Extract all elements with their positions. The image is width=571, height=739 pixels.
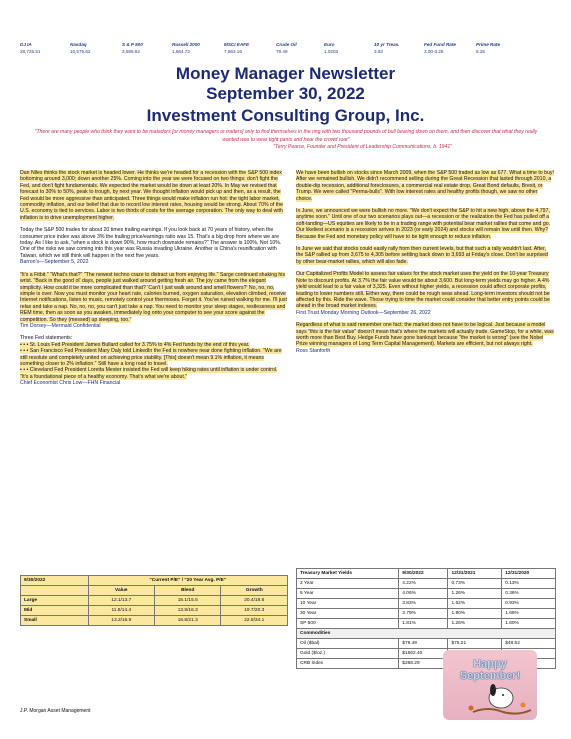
pe-ratio-table bbox=[20, 575, 288, 626]
section-heading: Three Fed statements: bbox=[20, 335, 73, 342]
ticker-value: 3,585.62 bbox=[122, 49, 140, 54]
newsletter-title: Money Manager Newsletter bbox=[175, 64, 396, 83]
table-cell: Mid bbox=[21, 606, 89, 616]
ticker-item bbox=[172, 41, 224, 55]
table-row bbox=[21, 596, 288, 606]
ticker-item bbox=[70, 41, 122, 55]
newsletter-date: September 30, 2022 bbox=[206, 84, 365, 103]
table-cell bbox=[21, 586, 89, 596]
table-cell: $79.49 bbox=[399, 639, 448, 649]
table-cell: Oil ($bal) bbox=[297, 639, 399, 649]
table-cell: 1.90% bbox=[448, 609, 502, 619]
table-row bbox=[21, 606, 288, 616]
ticker-item bbox=[122, 41, 172, 55]
table-header: "Current P/E" / "20 Year Avg. P/E" bbox=[88, 576, 287, 586]
table-cell: 0.13% bbox=[502, 579, 556, 589]
ticker-value: 10,575.62 bbox=[70, 49, 91, 54]
table-row bbox=[21, 576, 288, 586]
ticker-item bbox=[424, 41, 476, 55]
article-paragraph: We have been bullish on stocks since March 2009, when the S&P 500 traded as low as 677. What a time to buy! After we remained bullish. We didn't recommend selling during the Great Recession that lasted through 2010, a double-dip recession, additional foreclosures, a commercial real estate drop, Great Bond defaults, Brexit, or Trump. We were called "Perma-bulls". With low interest rates and healthy profits though, we saw no other choice. bbox=[296, 170, 554, 202]
table-cell: 1.81% bbox=[399, 619, 448, 629]
table-cell: $1662.40 bbox=[399, 649, 448, 659]
ticker-name: Euro bbox=[324, 42, 335, 47]
right-column bbox=[296, 170, 554, 360]
table-cell: Gold ($/oz.) bbox=[297, 649, 399, 659]
table-cell: 10 Year bbox=[297, 599, 399, 609]
quote-text: "There are many people who think they want to be matadors [or money managers or traders] only to find themselves in the ring with two thousand pounds of bull bearing down on them, and then discover that what they really wanted was to wear tight pants and hear the crowd roar" bbox=[34, 129, 538, 143]
table-row bbox=[297, 619, 556, 629]
table-cell: 4.06% bbox=[399, 589, 448, 599]
table-row bbox=[297, 589, 556, 599]
table-cell: 19.7/20.3 bbox=[221, 606, 288, 616]
table-cell: $48.52 bbox=[502, 639, 556, 649]
table-cell: 12.1/13.7 bbox=[88, 596, 154, 606]
table-cell: 22.8/34.1 bbox=[221, 616, 288, 626]
company-name: Investment Consulting Group, Inc. bbox=[146, 106, 425, 125]
ticker-item bbox=[20, 41, 70, 55]
table-row bbox=[297, 599, 556, 609]
ticker-name: 10 yr Treas. bbox=[374, 42, 400, 47]
ticker-value: 1.0203 bbox=[324, 49, 339, 54]
ticker-name: S & P 500 bbox=[122, 42, 143, 47]
table-cell: 0.73% bbox=[448, 579, 502, 589]
header-quote bbox=[30, 129, 542, 152]
table-cell: 30 Year bbox=[297, 609, 399, 619]
ticker-name: Russell 2000 bbox=[172, 42, 200, 47]
table-cell: 20.4/18.6 bbox=[221, 596, 288, 606]
ticker-name: Fed Fund Rate bbox=[424, 42, 456, 47]
ticker-value: 3.00-3.25 bbox=[424, 49, 444, 54]
table-cell: 1.65% bbox=[502, 609, 556, 619]
happy-september-banner bbox=[443, 650, 537, 720]
table-cell: CRB Index bbox=[297, 659, 399, 669]
table-cell: 1.52% bbox=[448, 599, 502, 609]
article-signature: Tim Dorsey—Mermaid Confidential bbox=[20, 322, 101, 329]
article-paragraph: Our Capitalized Profits Model to assess fair values for the stock market uses the yield on the 10-year Treasury Note to discount profits. At 3.7% the fair value would be about 3,600. But long-term yields may go higher. A 4% yield would lead to a fair value of 3,325. Even without higher yields, a recession could affect corporate profits, leading to lower numbers still. Either way, there could be rough seas ahead. Long-term investors should not be affected by this. Ride the wave. Those trying to time the market could consider that better entry points could be ahead in the broad market indexes. bbox=[296, 271, 550, 310]
table-cell: $75.21 bbox=[448, 639, 502, 649]
ticker-item bbox=[224, 41, 276, 55]
ticker-value: 3.83 bbox=[374, 49, 383, 54]
table-row bbox=[297, 629, 556, 639]
left-column bbox=[20, 170, 287, 393]
table-row bbox=[21, 586, 288, 596]
ticker-item bbox=[374, 41, 424, 55]
ticker-name: DJ IA bbox=[20, 42, 32, 47]
table-row bbox=[297, 609, 556, 619]
table-cell: 3.79% bbox=[399, 609, 448, 619]
ticker-item bbox=[276, 41, 324, 55]
table-cell: 16.8/21.3 bbox=[155, 616, 221, 626]
banner-text: Happy September! bbox=[459, 658, 521, 682]
table-header: Growth bbox=[221, 586, 288, 596]
table-cell: 0.36% bbox=[502, 589, 556, 599]
table-row bbox=[21, 616, 288, 626]
article-signature: First Trust Monday Morning Outlook—September 26, 2022 bbox=[296, 309, 431, 316]
table-header: Blend bbox=[155, 586, 221, 596]
table-cell: 2 Year bbox=[297, 579, 399, 589]
table-cell: 5 Year bbox=[297, 589, 399, 599]
article-paragraph: • • • St. Louis Fed President James Bullard called for 3.75% to 4% Fed funds by the end of this year. bbox=[20, 341, 250, 348]
table-header: Value bbox=[88, 586, 154, 596]
table-header: Treasury Market Yields bbox=[297, 569, 399, 579]
table-section-header: Commodities bbox=[297, 629, 556, 639]
table-cell: 13.2/16.9 bbox=[88, 616, 154, 626]
table-cell: 13.8/16.3 bbox=[155, 606, 221, 616]
ticker-value: 28,725.51 bbox=[20, 49, 41, 54]
article-paragraph: Dan Niles thinks the stock market is headed lower. He thinks we're headed for a recession with the S&P 500 index bottoming around 3,000; down another 25%. Coming into the year we were focused on two things: don't fight the Fed, and don't fight fundamentals. We expected the market would be down at least 20%. In May we revised that forecast to 30% to 50%, peak to trough, by next year. We thought inflation would pick up and then, as a result, the Fed would be more aggressive than anticipated. Three things would make inflation run hot: the tight labor market, commodity inflation, and our belief that due to record low interest rates, housing would be strong. About 70% of the U.S. economy is tied to services. Labor is two thirds of costs for the average corporation. The only way to deal with inflation is to drive unemployment higher. bbox=[20, 170, 283, 221]
table-cell: Small bbox=[21, 616, 89, 626]
article-signature: Barron's—September 5, 2022 bbox=[20, 259, 89, 266]
table-cell: 15.1/15.5 bbox=[155, 596, 221, 606]
quote-attribution: "Terry Pearce, Founder and President of Leadership Communications, b. 1941" bbox=[273, 144, 452, 150]
ticker-item bbox=[324, 41, 374, 55]
table-header: 9/30/2022 bbox=[399, 569, 448, 579]
table-cell: 4.22% bbox=[399, 579, 448, 589]
table-row bbox=[297, 639, 556, 649]
article-paragraph: • • • San Francisco Fed President Mary Daly told LinkedIn the Fed is nowhere near done fighting inflation. "We are still resolute and completely united on achieving price stability. [This] doesn't mean 9.1% inflation, it means something closer to 2% inflation." Still have a long road to travel. bbox=[20, 348, 282, 367]
cartoon-character-icon bbox=[443, 650, 537, 720]
table-cell: 11.8/14.4 bbox=[88, 606, 154, 616]
table-row bbox=[297, 569, 556, 579]
article-paragraph: • • • Cleveland Fed President Loretta Mester insisted the Fed will keep hiking rates until inflation is under control. "It's a foundational piece of a healthy economy. That's what we're about." bbox=[20, 367, 278, 380]
ticker-value: 7,663.16 bbox=[224, 49, 242, 54]
ticker-value: 79.49 bbox=[276, 49, 288, 54]
ticker-bar bbox=[20, 41, 560, 55]
table-cell: 1.26% bbox=[448, 619, 502, 629]
ticker-value: 6.25 bbox=[476, 49, 485, 54]
table-cell: 0.93% bbox=[502, 599, 556, 609]
table-cell: 3.83% bbox=[399, 599, 448, 609]
table-header: 12/31/2021 bbox=[448, 569, 502, 579]
ticker-name: MSCI EAFE bbox=[224, 42, 250, 47]
ticker-name: Prime Rate bbox=[476, 42, 501, 47]
table-cell: 1.60% bbox=[502, 619, 556, 629]
table-cell: 1.26% bbox=[448, 589, 502, 599]
article-paragraph: Today the S&P 500 trades for about 20 times trailing earnings. If you look back at 70 years of history, when the consumer price index was above 3% the trailing price/earnings ratio was 15. That's a big drop from where we are today. As I like to ask, "when a stock is down 90%, how much downside remains?" The answer is 100%. Not 10%. One of the risks we saw coming into this year was Russia invading Ukraine. Another is China's reunification with Taiwan, which we still think will happen in the next five years. bbox=[20, 227, 282, 259]
article-paragraph: "It's a Fitbit." "What's that?" "The newest techno craze to distract us from enjoying life." Sarge continued shaking his wrist. "Back in the good ol' days, people just walked around getting fresh air. The joy came from the elegant simplicity. How could it be more complicated than that? 'Can't I just walk around and smell flowers?' No, no, no, simple is over. Now you must monitor your heart rate, calories burned, oxygen saturation, elevation climbed, receive Internet notifications, listen to music, remotely control your thermoses. Forget it. You've ruined walking for me. I'll just relax and take a nap. No, no, no, you can't just take a nap. You need to monitor your sleep stages, restlessness and REM time, then as soon as you awaken, immediately log onto your computer to see your score against the competition. So they (messed) up sleeping, too." bbox=[20, 271, 287, 323]
article-paragraph: Regardless of what is said remember one fact: the market does not have to be logical. Just because a model says "this is the fair value" doesn't mean that's where the markets will actually trade. GameStop, for a while, was worth more than Best Buy. Hedge Funds have gone bankrupt because "the market is wrong" (see the Nobel Prize winning managers of Long Term Capital Management). Markets are efficient, but not always right. bbox=[296, 322, 554, 348]
article-signature: Chief Economist Chris Low—FHN Financial bbox=[20, 380, 121, 387]
ticker-item bbox=[476, 41, 516, 55]
table-header: 12/31/2020 bbox=[502, 569, 556, 579]
table-cell: SP 500 bbox=[297, 619, 399, 629]
table-source: J.P. Morgan Asset Management bbox=[20, 708, 91, 714]
article-paragraph: In June, we announced we were bullish no more. "We don't expect the S&P to hit a new high, above the 4,797, anytime soon." Until one of our two scenarios plays out—a recession or the realization the Fed has pulled off a soft-landing—US equities are likely to be in a trading range with potential bear market rallies that come and go. Our likeliest scenario is a recession arrives in 2023 (or early 2024) and stocks will remain low until then. Why? Because the Fed and monetary policy will have to be tight enough to reduce inflation. bbox=[296, 208, 551, 240]
table-cell: 9/30/2022 bbox=[21, 576, 89, 586]
ticker-name: Nasdaq bbox=[70, 42, 87, 47]
table-cell: $268.29 bbox=[399, 659, 448, 669]
table-cell: Large bbox=[21, 596, 89, 606]
article-paragraph: In June we said that stocks could easily rally from then current levels, but that such a rally wouldn't last. After, the S&P rallied up from 3,675 to 4,305 before settling back down to 3,693 at Friday's close. Don't be surprised by other bear-market rallies, which will also fade. bbox=[296, 246, 548, 265]
ticker-value: 1,664.72 bbox=[172, 49, 190, 54]
article-signature: Ross Stanforth bbox=[296, 347, 331, 354]
table-row bbox=[297, 579, 556, 589]
ticker-name: Crude Oil bbox=[276, 42, 297, 47]
